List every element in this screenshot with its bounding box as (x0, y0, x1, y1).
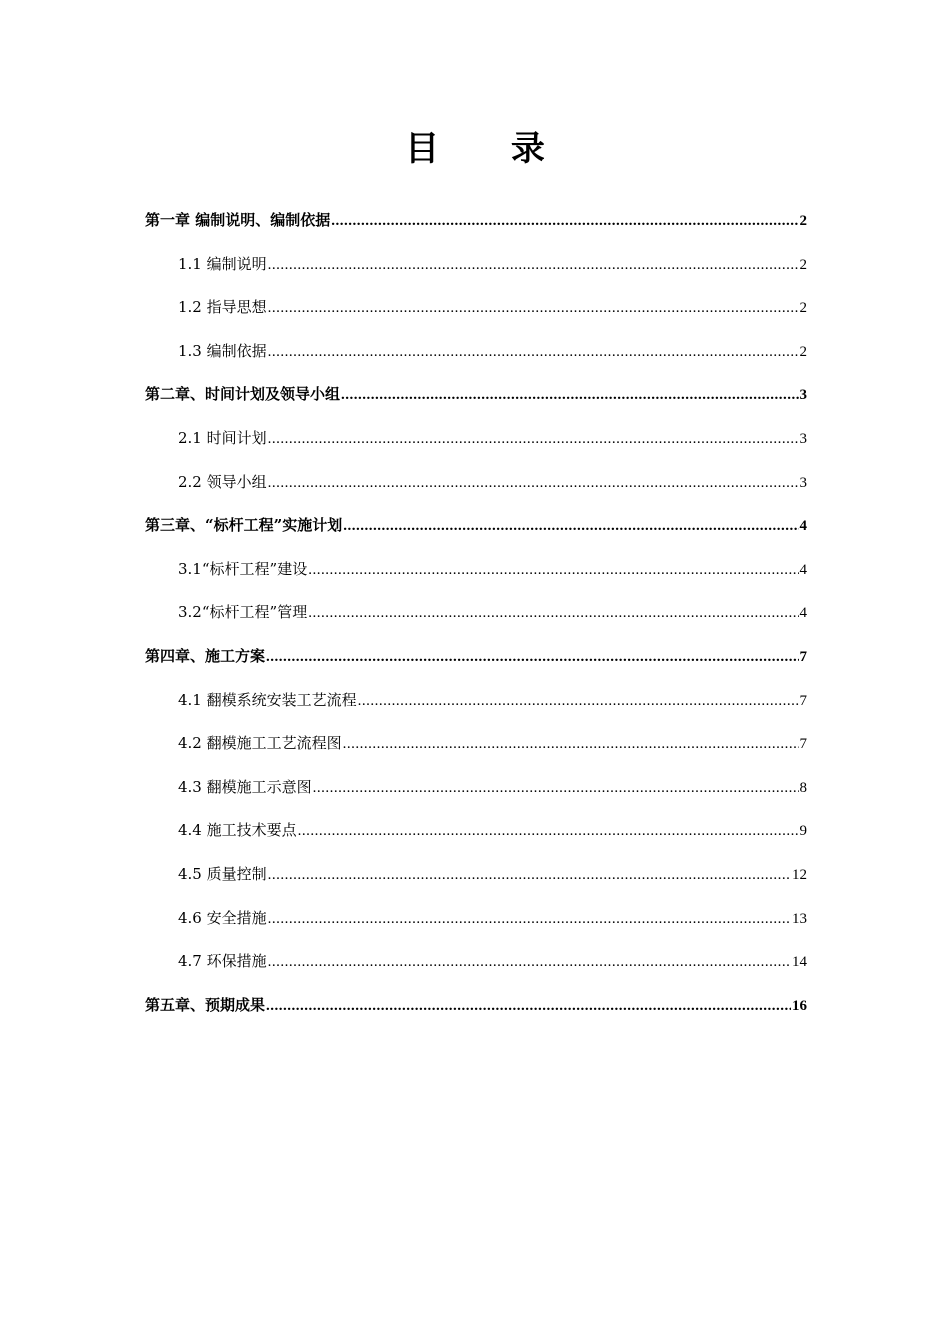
toc-dot-leader (268, 331, 799, 375)
toc-dot-leader (268, 287, 799, 331)
toc-dot-leader (268, 898, 791, 942)
toc-entry-label: 4.1 翻模系统安装工艺流程 (178, 690, 357, 709)
toc-entry-label: 1.1 编制说明 (178, 254, 267, 273)
toc-section-entry[interactable] (145, 461, 807, 505)
toc-entry-label: 4.7 环保措施 (178, 952, 267, 971)
toc-page-number: 2 (799, 213, 807, 229)
toc-entry-label: 第五章、预期成果 (145, 995, 266, 1014)
toc-dot-leader (268, 941, 791, 985)
toc-section-entry[interactable] (145, 853, 807, 897)
toc-section-entry[interactable] (145, 722, 807, 766)
toc-entry-label: 第三章、“标杆工程”实施计划 (145, 516, 343, 535)
toc-chapter-entry[interactable] (145, 504, 807, 548)
table-of-contents (145, 199, 807, 1027)
toc-entry-label: 3.1“标杆工程”建设 (178, 559, 308, 578)
toc-entry-label: 第一章 编制说明、编制依据 (145, 211, 331, 229)
toc-page-number: 13 (792, 910, 807, 927)
toc-dot-leader (268, 418, 799, 462)
toc-title: 目 录 (405, 129, 575, 169)
toc-entry-label: 1.2 指导思想 (178, 298, 267, 317)
toc-section-entry[interactable] (145, 809, 807, 853)
toc-dot-leader (298, 810, 799, 854)
toc-page-number: 9 (799, 823, 807, 840)
toc-dot-leader (343, 505, 798, 549)
toc-dot-leader (313, 767, 799, 811)
toc-chapter-entry[interactable] (145, 199, 807, 243)
toc-section-entry[interactable] (145, 417, 807, 461)
toc-entry-label: 第二章、时间计划及领导小组 (145, 385, 341, 404)
toc-chapter-entry[interactable] (145, 373, 807, 417)
toc-page-number: 7 (799, 692, 807, 709)
toc-page-number: 16 (792, 997, 807, 1014)
toc-page-number: 4 (799, 605, 807, 622)
toc-dot-leader (308, 549, 798, 593)
toc-dot-leader (268, 854, 791, 898)
toc-section-entry[interactable] (145, 243, 807, 287)
toc-section-entry[interactable] (145, 679, 807, 723)
toc-chapter-entry[interactable] (145, 984, 807, 1028)
toc-page-number: 3 (799, 430, 807, 447)
toc-dot-leader (343, 723, 799, 767)
toc-page-number: 14 (792, 954, 807, 971)
toc-page-number: 4 (799, 518, 807, 535)
toc-entry-label: 2.2 领导小组 (178, 472, 267, 491)
toc-dot-leader (266, 985, 791, 1029)
toc-page-number: 3 (799, 387, 807, 404)
toc-page-number: 3 (799, 474, 807, 491)
toc-section-entry[interactable] (145, 548, 807, 592)
toc-entry-label: 4.3 翻模施工示意图 (178, 777, 312, 796)
toc-section-entry[interactable] (145, 286, 807, 330)
toc-section-entry[interactable] (145, 591, 807, 635)
toc-entry-label: 1.3 编制依据 (178, 341, 267, 360)
toc-section-entry[interactable] (145, 330, 807, 374)
toc-chapter-entry[interactable] (145, 635, 807, 679)
toc-page-number: 7 (799, 736, 807, 753)
toc-page-number: 12 (792, 866, 807, 883)
toc-dot-leader (341, 374, 798, 418)
toc-dot-leader (268, 462, 799, 506)
toc-entry-label: 第四章、施工方案 (145, 646, 266, 665)
toc-entry-label: 4.5 质量控制 (178, 864, 267, 883)
toc-dot-leader (268, 244, 799, 288)
toc-page-number: 7 (799, 648, 807, 665)
toc-entry-label: 4.2 翻模施工工艺流程图 (178, 734, 342, 753)
toc-section-entry[interactable] (145, 940, 807, 984)
toc-section-entry[interactable] (145, 897, 807, 941)
toc-section-entry[interactable] (145, 766, 807, 810)
toc-entry-label: 4.4 施工技术要点 (178, 821, 297, 840)
toc-dot-leader (266, 636, 798, 680)
toc-page-number: 2 (799, 300, 807, 317)
toc-entry-label: 4.6 安全措施 (178, 908, 267, 927)
toc-dot-leader (331, 200, 798, 244)
toc-page-number: 8 (799, 779, 807, 796)
toc-entry-label: 2.1 时间计划 (178, 428, 267, 447)
toc-dot-leader (358, 680, 799, 724)
toc-entry-label: 3.2“标杆工程”管理 (178, 603, 308, 622)
toc-page-number: 2 (799, 256, 807, 273)
toc-page-number: 4 (799, 561, 807, 578)
toc-page-number: 2 (799, 343, 807, 360)
toc-dot-leader (308, 592, 798, 636)
